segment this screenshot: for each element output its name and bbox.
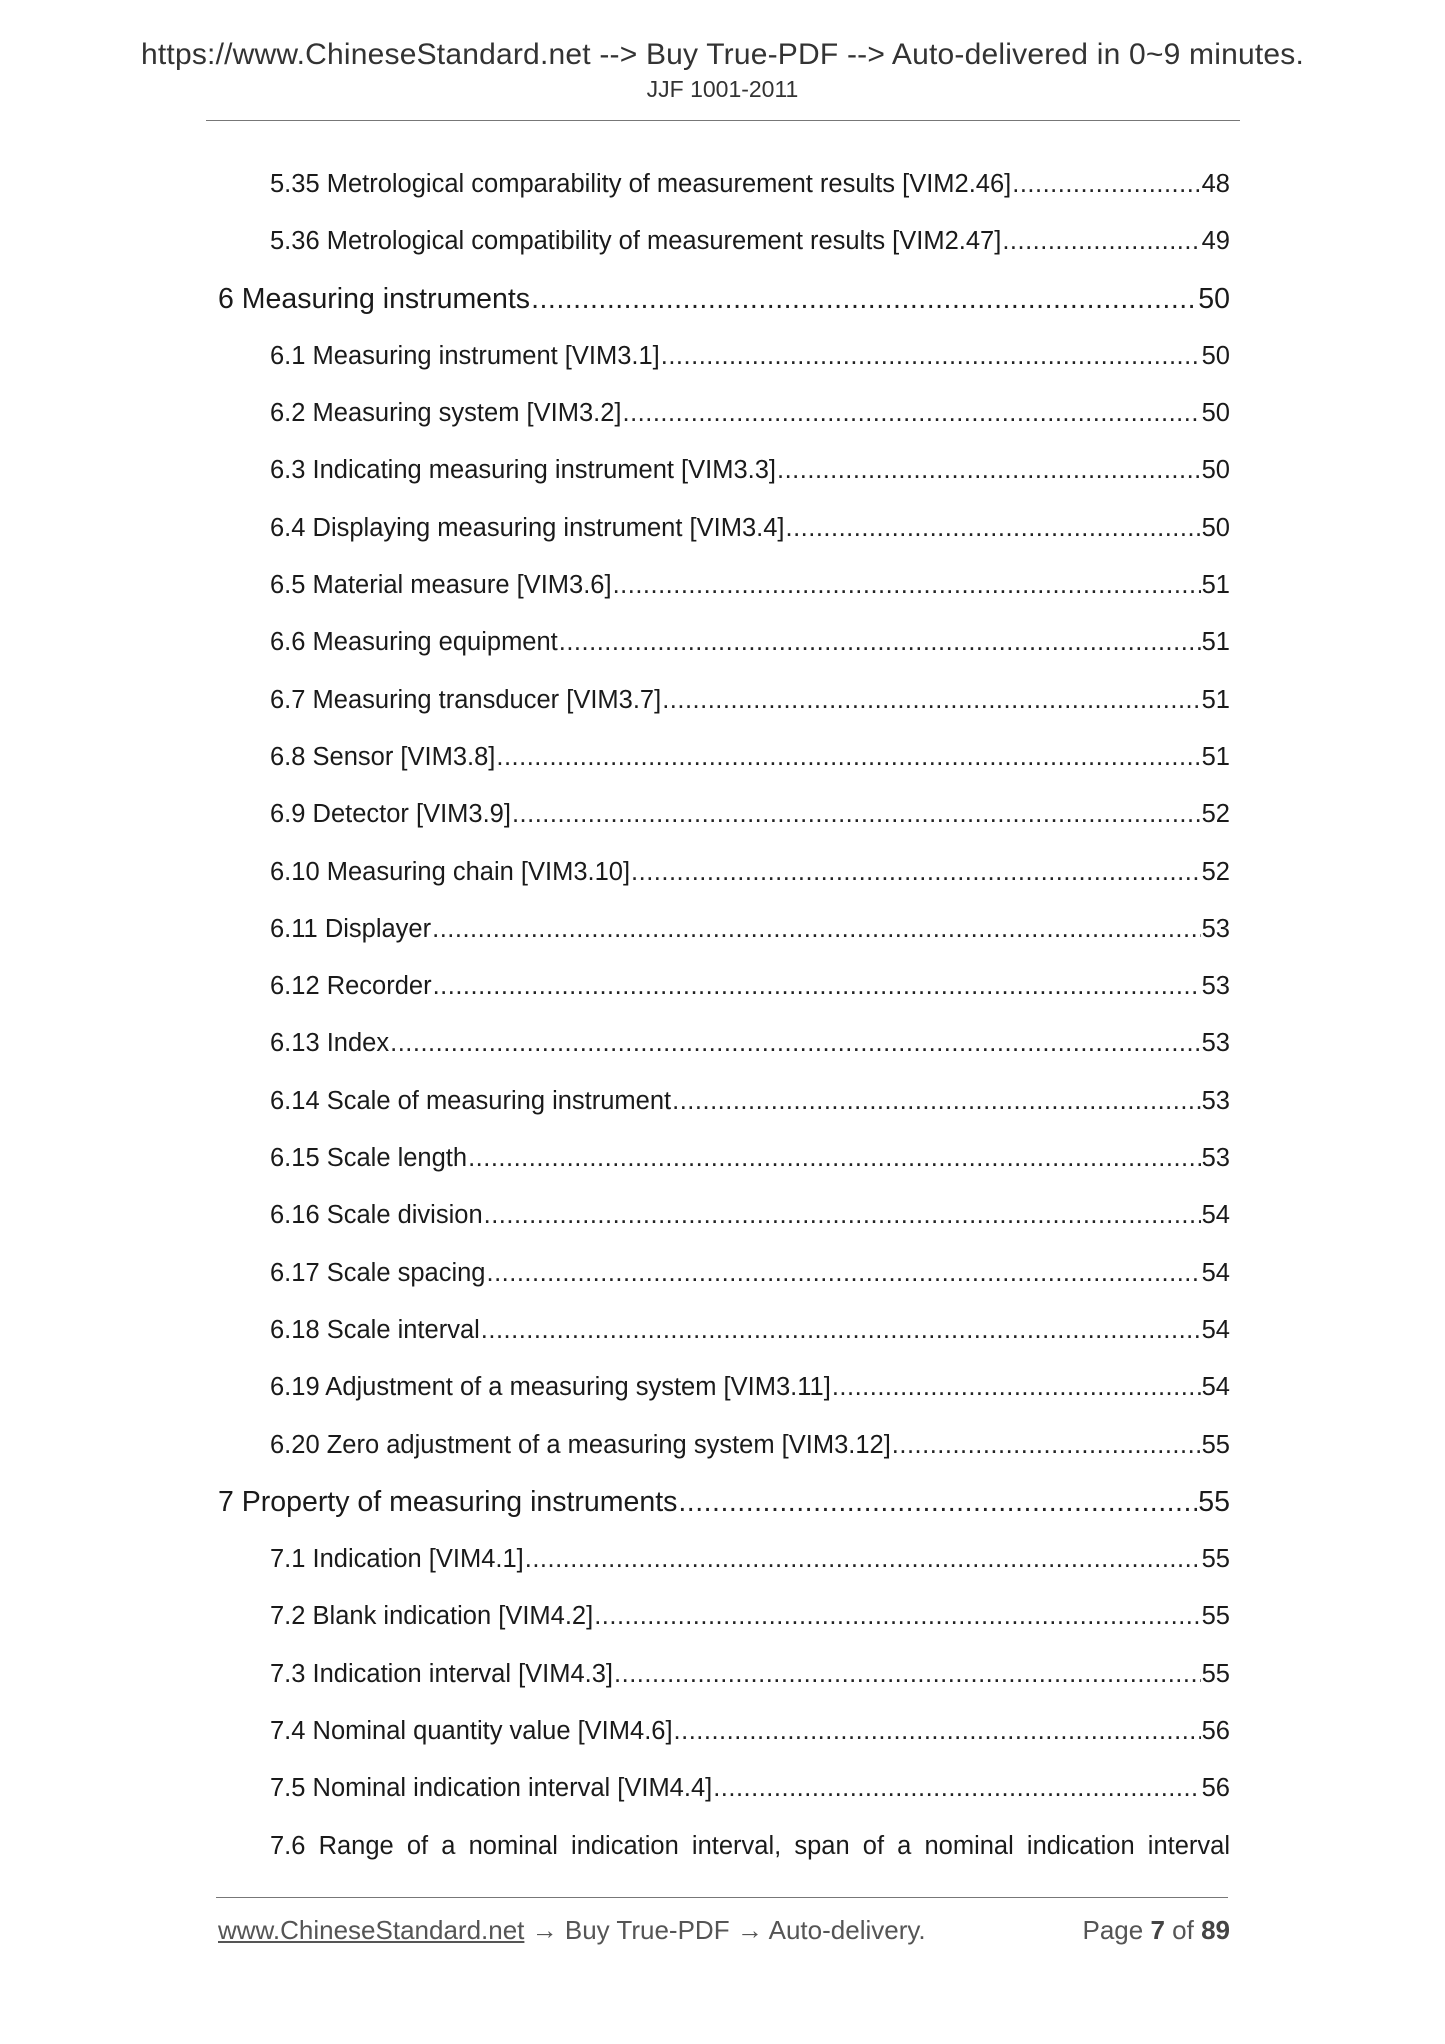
toc-entry-title: 7.1 Indication [VIM4.1] [270,1545,524,1574]
toc-entry-title: 5.36 Metrological compatibility of measurement results [VIM2.47] [270,227,1002,256]
toc-entry-title: 6.15 Scale length [270,1144,468,1173]
toc-subsection-entry[interactable] [218,1367,1230,1424]
toc-dot-leader [486,1253,1200,1293]
toc-page-number: 51 [1201,685,1230,714]
toc-page-number: 51 [1201,628,1230,657]
page-number: 7 [1150,1915,1165,1945]
footer-site-link[interactable]: www.ChineseStandard.net [218,1915,525,1945]
footer [218,1915,1230,1955]
toc-subsection-entry[interactable] [218,966,1230,1023]
toc-dot-leader [481,1310,1201,1350]
toc-entry-title: 6.2 Measuring system [VIM3.2] [270,399,622,428]
toc-page-number: 48 [1201,170,1230,198]
page-label: Page [1082,1915,1144,1945]
toc-dot-leader [622,393,1200,433]
table-of-contents [218,164,1230,1883]
toc-dot-leader [559,622,1201,662]
toc-page-number: 52 [1201,800,1230,829]
toc-subsection-entry[interactable] [218,1253,1230,1310]
toc-page-number: 55 [1201,1602,1230,1631]
toc-dot-leader [496,737,1200,777]
toc-dot-leader [713,1768,1200,1808]
toc-page-number: 54 [1201,1201,1230,1230]
toc-dot-leader [678,1482,1197,1522]
toc-page-number: 50 [1201,513,1230,542]
toc-subsection-entry[interactable] [218,1826,1230,1883]
toc-dot-leader [1012,164,1200,204]
toc-dot-leader [484,1195,1201,1235]
toc-entry-title: 7.4 Nominal quantity value [VIM4.6] [270,1717,673,1746]
toc-entry-title: 6.4 Displaying measuring instrument [VIM3.4] [270,513,785,542]
toc-entry-title: 6.7 Measuring transducer [VIM3.7] [270,685,662,714]
toc-section-entry[interactable] [218,279,1230,336]
toc-dot-leader [892,1425,1201,1465]
toc-subsection-entry[interactable] [218,794,1230,851]
toc-subsection-entry[interactable] [218,336,1230,393]
toc-dot-leader [433,966,1201,1006]
toc-dot-leader [672,1081,1200,1121]
toc-dot-leader [832,1367,1201,1407]
toc-page-number: 55 [1198,1485,1230,1518]
footer-divider [216,1897,1228,1898]
toc-entry-title: 6.19 Adjustment of a measuring system [VIM3.11] [270,1373,831,1402]
toc-subsection-entry[interactable] [218,852,1230,909]
toc-page-number: 55 [1201,1545,1230,1574]
toc-page-number: 51 [1201,742,1230,771]
toc-subsection-entry[interactable] [218,393,1230,450]
toc-page-number: 56 [1201,1774,1230,1803]
toc-page-number: 54 [1201,1315,1230,1344]
toc-dot-leader [631,852,1201,892]
toc-dot-leader [661,336,1201,376]
toc-page-number: 55 [1201,1430,1230,1459]
of-label: of [1172,1915,1194,1945]
toc-entry-title: 6.12 Recorder [270,972,432,1001]
toc-dot-leader [613,565,1201,605]
toc-page-number: 53 [1201,914,1230,943]
toc-entry-title: 6.8 Sensor [VIM3.8] [270,742,496,771]
toc-subsection-entry[interactable] [218,1711,1230,1768]
toc-dot-leader [785,508,1200,548]
toc-entry-title: 6.20 Zero adjustment of a measuring system [VIM3.12] [270,1430,891,1459]
toc-subsection-entry[interactable] [218,1539,1230,1596]
toc-subsection-entry[interactable] [218,1195,1230,1252]
toc-page-number: 50 [1198,282,1230,315]
toc-subsection-entry[interactable] [218,1023,1230,1080]
toc-page-number: 53 [1201,1086,1230,1115]
toc-subsection-entry[interactable] [218,1596,1230,1653]
toc-dot-leader [512,794,1201,834]
toc-dot-leader [432,909,1201,949]
footer-buy-text: Buy True-PDF [564,1915,730,1945]
standard-code: JJF 1001-2011 [646,76,799,102]
toc-page-number: 50 [1201,399,1230,428]
toc-page-number: 49 [1201,227,1230,256]
toc-dot-leader [468,1138,1201,1178]
toc-subsection-entry[interactable] [218,1310,1230,1367]
toc-dot-leader [614,1654,1201,1694]
toc-entry-title: 6.17 Scale spacing [270,1258,486,1287]
toc-entry-title: 6.3 Indicating measuring instrument [VIM3.3] [270,456,777,485]
toc-entry-title: 6.10 Measuring chain [VIM3.10] [270,857,631,886]
footer-delivery-text: Auto-delivery. [768,1915,926,1945]
toc-entry-title: 7.2 Blank indication [VIM4.2] [270,1602,594,1631]
toc-page-number: 53 [1201,1029,1230,1058]
toc-page-number: 53 [1201,972,1230,1001]
toc-subsection-entry[interactable] [218,164,1230,221]
toc-page-number: 55 [1201,1659,1230,1688]
toc-entry-title: 6.6 Measuring equipment [270,628,558,657]
toc-entry-title: 6.11 Displayer [270,914,432,943]
toc-dot-leader [662,680,1200,720]
toc-section-entry[interactable] [218,1482,1230,1539]
toc-page-number: 54 [1201,1373,1230,1402]
arrow-icon: → [531,1915,558,1945]
toc-dot-leader [594,1596,1200,1636]
total-pages: 89 [1201,1915,1230,1945]
toc-subsection-entry[interactable] [218,1768,1230,1825]
toc-subsection-entry[interactable] [218,680,1230,737]
toc-dot-leader [525,1539,1201,1579]
toc-page-number: 56 [1201,1717,1230,1746]
toc-entry-title: 5.35 Metrological comparability of measurement results [VIM2.46] [270,170,1012,198]
toc-dot-leader [390,1023,1201,1063]
toc-subsection-entry[interactable] [218,737,1230,794]
toc-subsection-entry[interactable] [218,508,1230,565]
arrow-icon: → [736,1915,763,1945]
toc-page-number: 51 [1201,571,1230,600]
toc-entry-title: 6.16 Scale division [270,1201,483,1230]
toc-entry-title: 6.1 Measuring instrument [VIM3.1] [270,341,660,370]
toc-dot-leader [777,450,1201,490]
toc-subsection-entry[interactable] [218,221,1230,278]
toc-subsection-entry[interactable] [218,1425,1230,1482]
toc-dot-leader [531,279,1197,319]
toc-page-number: 52 [1201,857,1230,886]
toc-subsection-entry[interactable] [218,1138,1230,1195]
toc-page-number: 54 [1201,1258,1230,1287]
toc-entry-title: 6.14 Scale of measuring instrument [270,1086,672,1115]
toc-entry-title: 7 Property of measuring instruments [218,1485,678,1518]
toc-dot-leader [674,1711,1201,1751]
toc-entry-title: 6.9 Detector [VIM3.9] [270,800,511,829]
toc-subsection-entry[interactable] [218,450,1230,507]
header-divider [206,120,1240,121]
toc-subsection-entry[interactable] [218,1081,1230,1138]
toc-entry-title: 6.18 Scale interval [270,1315,480,1344]
toc-dot-leader [1002,221,1200,261]
toc-page-number: 53 [1201,1144,1230,1173]
toc-page-number: 50 [1201,341,1230,370]
toc-subsection-entry[interactable] [218,622,1230,679]
footer-left [218,1915,926,1946]
toc-entry-title: 6.5 Material measure [VIM3.6] [270,571,612,600]
toc-subsection-entry[interactable] [218,1654,1230,1711]
toc-entry-title: 7.3 Indication interval [VIM4.3] [270,1659,614,1688]
toc-subsection-entry[interactable] [218,565,1230,622]
toc-subsection-entry[interactable] [218,909,1230,966]
header-banner: https://www.ChineseStandard.net --> Buy True-PDF --> Auto-delivered in 0~9 minutes. [141,38,1304,71]
toc-entry-title: 7.5 Nominal indication interval [VIM4.4] [270,1774,713,1803]
page-indicator [1082,1915,1230,1946]
toc-page-number: 50 [1201,456,1230,485]
toc-entry-title: 6.13 Index [270,1029,390,1058]
toc-entry-title: 7.6 Range of a nominal indication interval, span of a nominal indication interval [270,1831,1230,1860]
toc-entry-title: 6 Measuring instruments [218,282,531,315]
